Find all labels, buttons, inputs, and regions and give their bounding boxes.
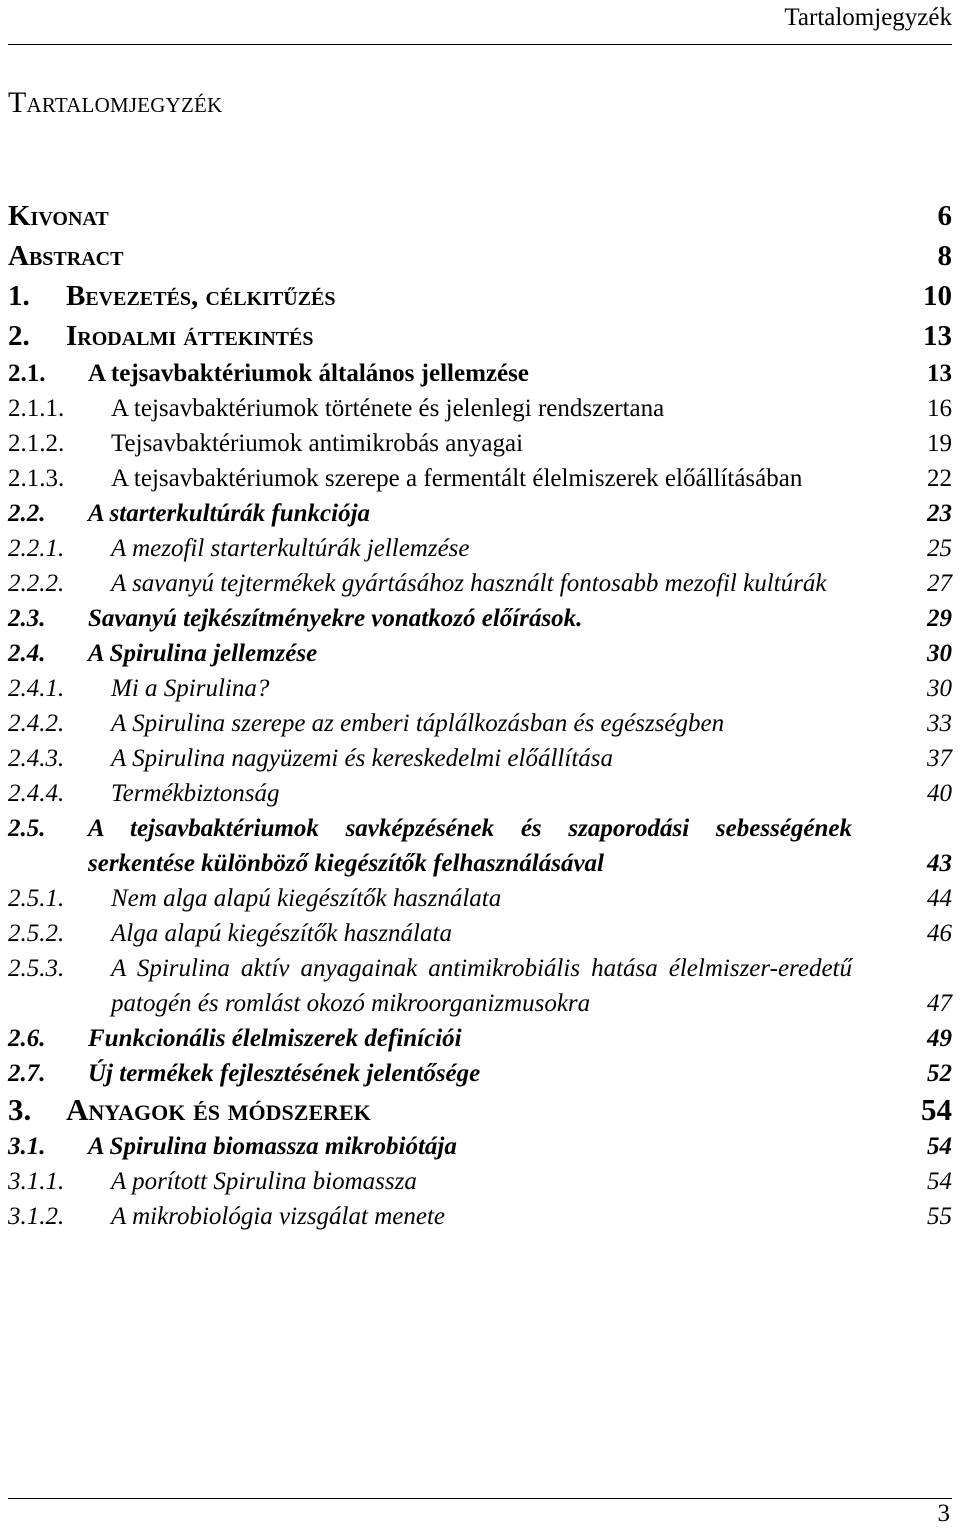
- toc-entry-page: 30: [927, 640, 952, 667]
- toc-entry-page: 46: [927, 920, 952, 947]
- toc-entry-title: Anyagok és módszerek: [66, 1092, 371, 1127]
- toc-entry-number: 3.1.2.: [8, 1203, 65, 1230]
- toc-entry-page: 13: [923, 320, 952, 352]
- toc-entry-title: A Spirulina jellemzése: [88, 640, 318, 667]
- toc-entry-page: 40: [927, 780, 952, 807]
- toc-entry-page: 22: [927, 465, 952, 492]
- toc-entry-number: 2.3.: [8, 605, 46, 632]
- toc-entry-page: 19: [927, 430, 952, 457]
- toc-entry[interactable]: [8, 706, 952, 741]
- toc-entry[interactable]: [8, 1091, 952, 1129]
- toc-entry-page: 6: [937, 200, 952, 232]
- toc-entry-number: 2.1.3.: [8, 465, 65, 492]
- toc-entry-number: 2.2.: [8, 500, 46, 527]
- toc-entry-title: A Spirulina szerepe az emberi táplálkozásban és egészségben: [111, 710, 725, 737]
- toc-entry[interactable]: [8, 1056, 952, 1091]
- toc-entry-title: Alga alapú kiegészítők használata: [111, 920, 452, 947]
- toc-entry-title: A mikrobiológia vizsgálat menete: [111, 1203, 445, 1230]
- toc-entry[interactable]: [8, 881, 952, 916]
- table-of-contents: [8, 196, 952, 1234]
- toc-entry-page: 54: [927, 1133, 952, 1160]
- toc-entry-title: Termékbiztonság: [111, 780, 280, 807]
- toc-entry-number: 1.: [8, 280, 30, 312]
- toc-entry-number: 2.1.1.: [8, 395, 65, 422]
- toc-entry-title: Funkcionális élelmiszerek definíciói: [88, 1025, 462, 1052]
- toc-entry-title: A Spirulina biomassza mikrobiótája: [88, 1133, 457, 1160]
- toc-entry-number: 2.2.2.: [8, 570, 65, 597]
- toc-entry-page: 8: [937, 240, 952, 272]
- running-header: Tartalomjegyzék: [784, 4, 952, 31]
- toc-entry-page: 25: [927, 535, 952, 562]
- toc-entry[interactable]: [8, 316, 952, 356]
- toc-entry[interactable]: [8, 1129, 952, 1164]
- toc-entry-title: A tejsavbaktériumok savképzésének és szaporodási sebességének serkentése különböző kiegészítők felhasználásával: [88, 815, 852, 877]
- toc-entry-title: A tejsavbaktériumok szerepe a fermentált élelmiszerek előállításában: [111, 465, 803, 492]
- toc-entry[interactable]: [8, 601, 952, 636]
- toc-entry-page: 16: [927, 395, 952, 422]
- toc-entry-number: 2.1.: [8, 360, 46, 387]
- page-number: 3: [937, 1500, 950, 1527]
- toc-entry-number: 2.1.2.: [8, 430, 65, 457]
- toc-entry-number: 2.4.4.: [8, 780, 65, 807]
- toc-entry-page: 47: [927, 990, 952, 1017]
- toc-entry-title: Bevezetés, célkitűzés: [66, 280, 336, 312]
- toc-entry[interactable]: [8, 196, 952, 236]
- toc-entry-title: Abstract: [8, 240, 124, 272]
- toc-entry-number: 2.6.: [8, 1025, 46, 1052]
- toc-entry[interactable]: [8, 236, 952, 276]
- toc-entry-title: A Spirulina nagyüzemi és kereskedelmi előállítása: [111, 745, 613, 772]
- toc-entry[interactable]: [8, 741, 952, 776]
- toc-entry-page: 23: [927, 500, 952, 527]
- toc-entry[interactable]: [8, 776, 952, 811]
- toc-entry-page: 49: [927, 1025, 952, 1052]
- toc-entry[interactable]: [8, 356, 952, 391]
- toc-entry[interactable]: [8, 566, 952, 601]
- toc-entry-page: 29: [927, 605, 952, 632]
- toc-entry-number: 2.4.3.: [8, 745, 65, 772]
- toc-entry[interactable]: [8, 531, 952, 566]
- toc-entry[interactable]: [8, 1021, 952, 1056]
- toc-entry-page: 13: [927, 360, 952, 387]
- toc-entry-page: 33: [927, 710, 952, 737]
- toc-entry[interactable]: [8, 916, 952, 951]
- toc-entry[interactable]: [8, 496, 952, 531]
- toc-entry-title: Kivonat: [8, 200, 109, 232]
- toc-entry-title: Tejsavbaktériumok antimikrobás anyagai: [111, 430, 524, 457]
- footer-rule: [8, 1498, 952, 1499]
- toc-entry[interactable]: [8, 426, 952, 461]
- toc-entry-title: A savanyú tejtermékek gyártásához használt fontosabb mezofil kultúrák: [111, 570, 827, 597]
- toc-entry[interactable]: [8, 1164, 952, 1199]
- toc-entry-page: 54: [921, 1092, 952, 1127]
- toc-entry-page: 55: [927, 1203, 952, 1230]
- toc-entry-number: 2.: [8, 320, 30, 352]
- toc-entry-number: 3.1.: [8, 1133, 46, 1160]
- toc-entry-title: A starterkultúrák funkciója: [88, 500, 371, 527]
- toc-entry-number: 2.4.2.: [8, 710, 65, 737]
- page-title: Tartalomjegyzék: [8, 86, 223, 119]
- toc-entry-title: A mezofil starterkultúrák jellemzése: [111, 535, 470, 562]
- toc-entry[interactable]: [8, 391, 952, 426]
- toc-entry-page: 44: [927, 885, 952, 912]
- toc-entry-number: 2.4.1.: [8, 675, 65, 702]
- header-rule: [8, 44, 952, 45]
- toc-entry-page: 54: [927, 1168, 952, 1195]
- toc-entry-title: A tejsavbaktériumok története és jelenlegi rendszertana: [111, 395, 665, 422]
- toc-entry-number: 2.5.2.: [8, 920, 65, 947]
- toc-entry-title: Mi a Spirulina?: [111, 675, 270, 702]
- toc-entry-title: Új termékek fejlesztésének jelentősége: [88, 1060, 481, 1087]
- toc-entry-number: 2.2.1.: [8, 535, 65, 562]
- toc-entry-title: Nem alga alapú kiegészítők használata: [111, 885, 502, 912]
- toc-entry-number: 2.5.: [8, 815, 46, 842]
- toc-entry[interactable]: [8, 1199, 952, 1234]
- toc-entry-number: 2.4.: [8, 640, 46, 667]
- toc-entry-page: 37: [927, 745, 952, 772]
- toc-entry-title: A tejsavbaktériumok általános jellemzése: [88, 360, 529, 387]
- toc-entry[interactable]: [8, 276, 952, 316]
- toc-entry-number: 2.5.3.: [8, 955, 65, 982]
- toc-entry-title: Savanyú tejkészítményekre vonatkozó előírások.: [88, 605, 583, 632]
- toc-entry-page: 10: [923, 280, 952, 312]
- toc-entry[interactable]: [8, 811, 952, 881]
- toc-entry-number: 3.1.1.: [8, 1168, 65, 1195]
- toc-entry-page: 52: [927, 1060, 952, 1087]
- toc-entry-number: 3.: [8, 1092, 32, 1127]
- toc-entry-number: 2.5.1.: [8, 885, 65, 912]
- toc-entry-number: 2.7.: [8, 1060, 46, 1087]
- toc-entry-page: 27: [927, 570, 952, 597]
- toc-entry-title: Irodalmi áttekintés: [66, 320, 314, 352]
- toc-entry[interactable]: [8, 461, 952, 496]
- toc-entry-page: 30: [927, 675, 952, 702]
- toc-entry[interactable]: [8, 636, 952, 671]
- toc-entry-page: 43: [927, 850, 952, 877]
- toc-entry[interactable]: [8, 671, 952, 706]
- toc-entry-title: A porított Spirulina biomassza: [111, 1168, 417, 1195]
- toc-entry[interactable]: [8, 951, 952, 1021]
- toc-entry-title: A Spirulina aktív anyagainak antimikrobiális hatása élelmiszer-eredetű patogén és romlást okozó mikroorganizmusokra: [111, 955, 852, 1017]
